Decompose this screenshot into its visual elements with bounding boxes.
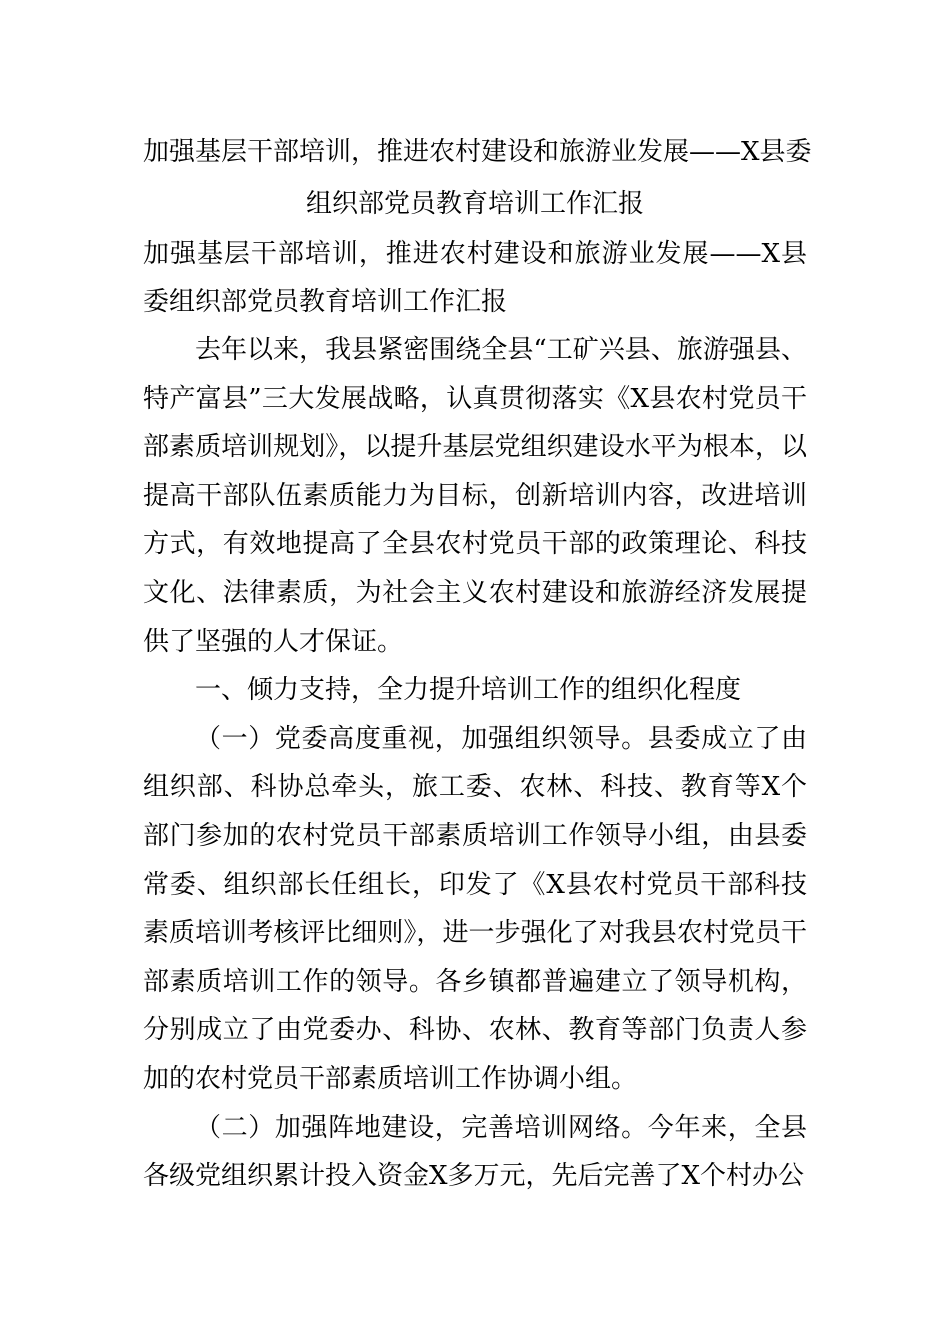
section-heading-1: 一、倾力支持，全力提升培训工作的组织化程度 (195, 675, 742, 706)
title-line-2: 组织部党员教育培训工作汇报 (305, 189, 644, 219)
document-title (143, 128, 812, 228)
document-page (143, 128, 812, 1201)
title-line-1: 加强基层干部培训，推进农村建设和旅游业发展——X县委 (143, 137, 812, 167)
paragraph-intro: 去年以来，我县紧密围绕全县“工矿兴县、旅游强县、特产富县”三大发展战略，认真贯彻落实《X县农村党员干部素质培训规划》，以提升基层党组织建设水平为根本，以提高干部队伍素质能力为目标，创新培训内容，改进培训方式，有效地提高了全县农村党员干部的政策理论、科技文化、法律素质，为社会主义农村建设和旅游经济发展提供了坚强的人才保证。 (143, 335, 807, 657)
paragraph-1-1: （一）党委高度重视，加强组织领导。县委成立了由组织部、科协总牵头，旅工委、农林、科技、教育等X个部门参加的农村党员干部素质培训工作领导小组，由县委常委、组织部长任组长，印发了《X县农村党员干部科技素质培训考核评比细则》，进一步强化了对我县农村党员干部素质培训工作的领导。各乡镇都普遍建立了领导机构，分别成立了由党委办、科协、农林、教育等部门负责人参加的农村党员干部素质培训工作协调小组。 (143, 723, 807, 1094)
paragraph-1-2: （二）加强阵地建设，完善培训网络。今年来，全县各级党组织累计投入资金X多万元，先后完善了X个村办公 (143, 1112, 807, 1192)
document-subtitle: 加强基层干部培训，推进农村建设和旅游业发展——X县委组织部党员教育培训工作汇报 (143, 239, 807, 317)
